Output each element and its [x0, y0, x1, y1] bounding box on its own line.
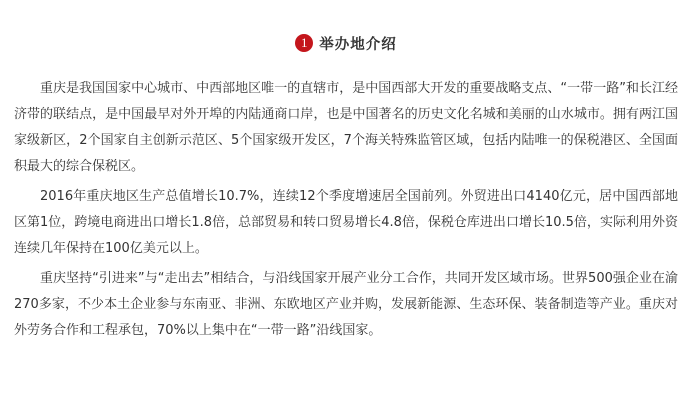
paragraph-intro: 重庆是我国国家中心城市、中西部地区唯一的直辖市，是中国西部大开发的重要战略支点、“一带一路”和长江经济带的联结点，是中国最早对外开埠的内陆通商口岸，也是中国著名的历史文化名城和美丽的山水城市。拥有两江国家级新区，2个国家自主创新示范区、5个国家级开发区，7个海关特殊监管区域，包括内陆唯一的保税港区、全国面积最大的综合保税区。	[14, 81, 678, 174]
paragraph-cooperation: 重庆坚持“引进来”与“走出去”相结合，与沿线国家开展产业分工合作，共同开发区域市场。世界500强企业在渝270多家，不少本土企业参与东南亚、非洲、东欧地区产业并购，发展新能源、生态环保、装备制造等产业。重庆对外劳务合作和工程承包，70%以上集中在“一带一路”沿线国家。	[14, 271, 678, 338]
content-body	[14, 76, 678, 348]
section-title: 举办地介绍	[319, 36, 397, 53]
section-header	[0, 31, 692, 55]
section-number-badge: 1	[295, 34, 313, 52]
paragraph-economy: 2016年重庆地区生产总值增长10.7%，连续12个季度增速居全国前列。外贸进出口4140亿元，居中国西部地区第1位，跨境电商进出口增长1.8倍，总部贸易和转口贸易增长4.8倍，保税仓库进出口增长10.5倍，实际利用外资连续几年保持在100亿美元以上。	[14, 189, 678, 256]
